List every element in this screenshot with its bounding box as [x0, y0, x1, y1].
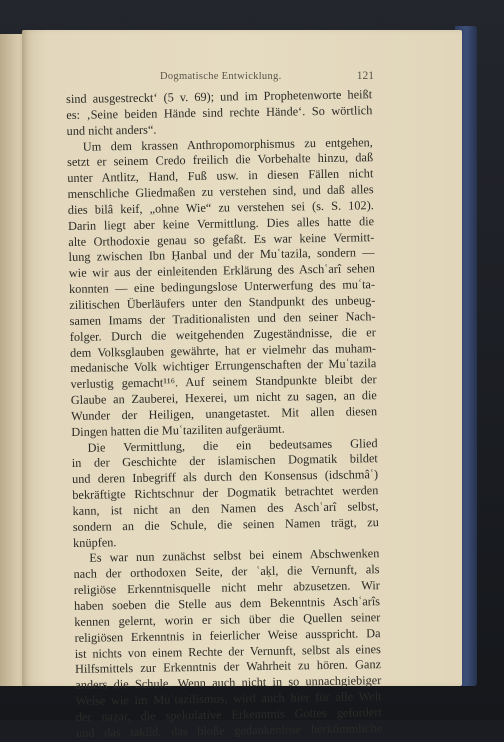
text-line: religiösen Erkenntnis in feierlicher Weise ausspricht. Da: [74, 625, 381, 645]
text-line: Hilfsmittels zur Erkenntnis der Wahrheit zu hören. Ganz: [74, 657, 382, 677]
text-line: zilitischen Überläufers unter den Standpunkt des unbeug-: [69, 293, 376, 312]
text-line: menschliche Gliedmaßen zu verstehen sind, und daß alles: [67, 182, 374, 202]
text-line: Die Vermittlung, die ein bedeutsames Glied: [87, 435, 378, 455]
text-line: konnten — eine bedingungslose Unterwerfung des muʿta-: [68, 277, 376, 297]
text-line: kann, ist nicht an den Namen des Aschʿarî selbst,: [72, 499, 379, 518]
text-line: und nicht anders“.: [66, 122, 157, 138]
text-line: knüpfen.: [72, 534, 117, 550]
text-line: setzt er seinem Credo freilich die Vorbehalte hinzu, daß: [66, 150, 374, 170]
text-line: folger. Durch die weitgehenden Zugeständnisse, die er: [69, 324, 376, 344]
text-line: und deren Inbegriff als durch den Konsensus (idschmâʿ): [71, 467, 379, 487]
running-head: Dogmatische Entwicklung.: [160, 71, 282, 82]
text-line: medanische Volk wichtiger Errungenschaften der Muʿtazila: [70, 356, 377, 376]
text-line: haben soeben die Stelle aus dem Bekenntnis Aschʿarîs: [73, 594, 381, 613]
text-line: kennen gelernt, worin er sich über die Quellen seiner: [74, 609, 381, 629]
text-line: es: ‚Seine beiden Hände sind rechte Hände‘. So wörtlich: [66, 103, 373, 122]
text-line: in der Geschichte der islamischen Dogmatik bildet: [71, 451, 378, 471]
text-line: dem Volksglauben gewährte, hat er vielmehr das muham-: [69, 340, 377, 360]
text-line: Weise wie im Muʿtazilismus, wird auch hier für alle Welt: [75, 689, 382, 708]
text-line: der naẓar, die spekulative Erkenntnis Gottes gefordert: [75, 705, 382, 724]
text-line: Wunder der Heiligen, unangetastet. Mit allen diesen: [70, 404, 378, 423]
text-line: wie wir aus der einleitenden Erklärung des Aschʿarî sehen: [68, 261, 375, 281]
text-line: sind ausgestreckt‘ (5 v. 69); und im Prophetenworte heißt: [66, 87, 373, 106]
text-line: anders die Schule. Wenn auch nicht in so unnachgiebiger: [75, 673, 382, 693]
text-line: verlustig gemacht¹¹⁶. Auf seinem Standpunkte bleibt der: [70, 372, 377, 392]
text-line: Es war nun zunächst selbst bei einem Abschwenken: [89, 546, 380, 566]
text-line: sondern an die Schule, die seinen Namen trägt, zu: [72, 514, 379, 534]
text-line: alte Orthodoxie genau so gefaßt. Es war keine Vermitt-: [68, 229, 375, 249]
text-line: Um dem krassen Anthropomorphismus zu entgehen,: [82, 134, 373, 154]
page-header: [52, 70, 374, 88]
text-line: lung zwischen Ibn Ḥanbal und der Muʿtazila, sondern —: [68, 245, 375, 265]
text-line: samen Imams der Traditionalisten und den seiner Nach-: [69, 308, 376, 328]
text-line: Dingen hatten die Muʿtaziliten aufgeräumt.: [71, 421, 285, 439]
page-number: 121: [356, 70, 374, 82]
text-line: und das taḳlîd, das bloße gedankenlose herkömmliche: [75, 720, 383, 740]
text-line: dies bilâ keif, „ohne Wie“ zu verstehen sei (s. S. 102).: [67, 198, 374, 217]
text-line: Darin liegt aber keine Vermittlung. Dies alles hatte die: [67, 213, 375, 233]
text-line: nach der orthodoxen Seite, der ʿaḳl, die Vernunft, als: [73, 562, 380, 582]
text-line: ist nichts von einem Rechte der Vernunft, selbst als eines: [74, 641, 381, 661]
text-line: religiöse Erkenntnisquelle nicht mehr abzusetzen. Wir: [73, 578, 380, 598]
text-line: bekräftigte Richtschnur der Dogmatik betrachtet werden: [72, 483, 379, 503]
text-line: Glaube an Zauberei, Hexerei, um nicht zu sagen, an die: [70, 388, 377, 407]
body-text: [66, 87, 382, 741]
text-line: unter Antlitz, Hand, Fuß usw. in diesen Fällen nicht: [67, 166, 374, 186]
